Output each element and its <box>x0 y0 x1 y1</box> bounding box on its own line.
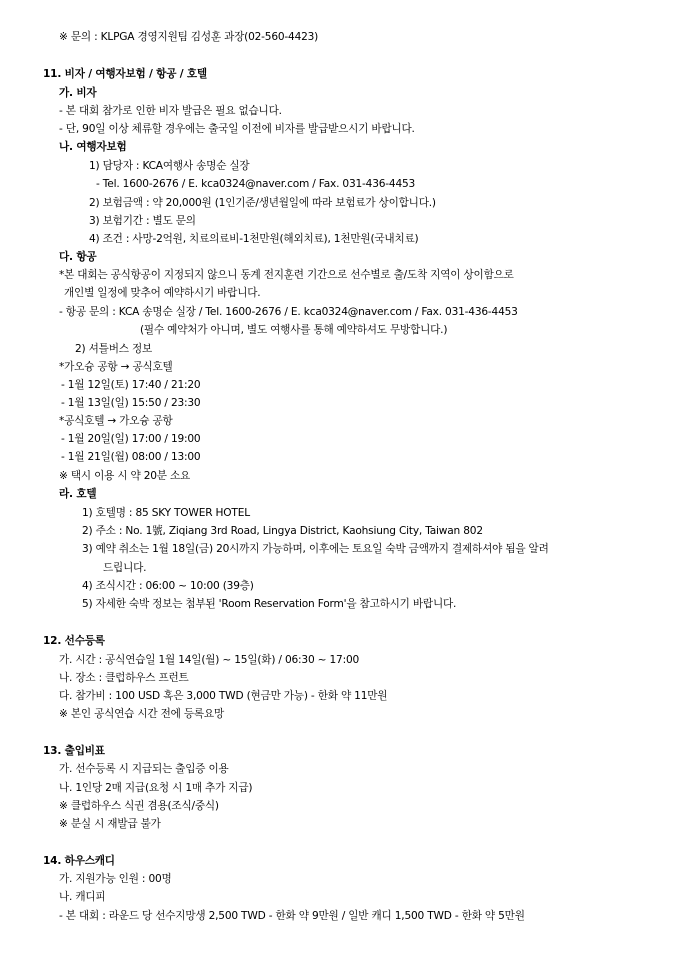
insurance-line: 4) 조건 : 사망-2억원, 치료의료비-1천만원(해외치료), 1천만원(국내치료) <box>89 233 419 245</box>
shuttle-line: - 1월 12일(토) 17:40 / 21:20 <box>61 379 201 391</box>
visa-line: - 단, 90일 이상 체류할 경우에는 출국일 이전에 비자를 발급받으시기 바랍니다. <box>59 123 415 135</box>
hotel-line: 2) 주소 : No. 1號, Ziqiang 3rd Road, Lingya District, Kaohsiung City, Taiwan 802 <box>82 525 483 537</box>
pass-line: ※ 클럽하우스 식권 겸용(조식/중식) <box>59 800 219 812</box>
contact-note: ※ 문의 : KLPGA 경영지원팀 김성훈 과장(02-560-4423) <box>59 31 319 43</box>
hotel-heading: 라. 호텔 <box>59 488 97 500</box>
shuttle-line: - 1월 20일(일) 17:00 / 19:00 <box>61 433 201 445</box>
hotel-line: 4) 조식시간 : 06:00 ~ 10:00 (39층) <box>82 580 254 592</box>
section-13-heading: 13. 출입비표 <box>43 745 105 757</box>
pass-line: 나. 1인당 2매 지급(요청 시 1매 추가 지급) <box>59 782 253 794</box>
taxi-note: ※ 택시 이용 시 약 20분 소요 <box>59 470 191 482</box>
caddie-line: 나. 캐디피 <box>59 891 106 903</box>
shuttle-line: *공식호텔 → 가오슝 공항 <box>59 415 173 427</box>
hotel-line: 3) 예약 취소는 1월 18일(금) 20시까지 가능하며, 이후에는 토요일 숙박 금액까지 결제하셔야 됨을 알려 <box>82 543 549 555</box>
airline-line: (필수 예약처가 아니며, 별도 여행사를 통해 예약하셔도 무방합니다.) <box>140 324 448 336</box>
caddie-line: 가. 지원가능 인원 : 00명 <box>59 873 172 885</box>
hotel-line: 드립니다. <box>103 562 147 574</box>
insurance-heading: 나. 여행자보험 <box>59 141 127 153</box>
visa-line: - 본 대회 참가로 인한 비자 발급은 필요 없습니다. <box>59 105 282 117</box>
airline-heading: 다. 항공 <box>59 251 97 263</box>
registration-line: 다. 참가비 : 100 USD 혹은 3,000 TWD (현금만 가능) - 한화 약 11만원 <box>59 690 388 702</box>
insurance-line: 1) 담당자 : KCA여행사 송명순 실장 <box>89 160 250 172</box>
shuttle-heading: 2) 셔틀버스 정보 <box>75 343 153 355</box>
registration-line: 가. 시간 : 공식연습일 1월 14일(월) ~ 15일(화) / 06:30 ~ 17:00 <box>59 654 360 666</box>
visa-heading: 가. 비자 <box>59 87 97 99</box>
hotel-line: 5) 자세한 숙박 정보는 첨부된 'Room Reservation Form'을 참고하시기 바랍니다. <box>82 598 457 610</box>
section-11-heading: 11. 비자 / 여행자보험 / 항공 / 호텔 <box>43 68 207 80</box>
caddie-line: - 본 대회 : 라운드 당 선수지망생 2,500 TWD - 한화 약 9만원 / 일반 캐디 1,500 TWD - 한화 약 5만원 <box>59 910 525 922</box>
airline-line: *본 대회는 공식항공이 지정되지 않으니 동계 전지훈련 기간으로 선수별로 출/도착 지역이 상이함으로 <box>59 269 514 281</box>
registration-line: 나. 장소 : 클럽하우스 프런트 <box>59 672 189 684</box>
insurance-line: 2) 보험금액 : 약 20,000원 (1인기준/생년월일에 따라 보험료가 상이합니다.) <box>89 197 436 209</box>
pass-line: 가. 선수등록 시 지급되는 출입증 이용 <box>59 763 229 775</box>
section-14-heading: 14. 하우스캐디 <box>43 855 115 867</box>
shuttle-line: - 1월 13일(일) 15:50 / 23:30 <box>61 397 201 409</box>
registration-line: ※ 본인 공식연습 시간 전에 등록요망 <box>59 708 224 720</box>
shuttle-line: *가오슝 공항 → 공식호텔 <box>59 361 173 373</box>
hotel-line: 1) 호텔명 : 85 SKY TOWER HOTEL <box>82 507 250 519</box>
insurance-line: 3) 보험기간 : 별도 문의 <box>89 215 196 227</box>
pass-line: ※ 분실 시 재발급 불가 <box>59 818 161 830</box>
airline-line: - 항공 문의 : KCA 송명순 실장 / Tel. 1600-2676 / E. kca0324@naver.com / Fax. 031-436-4453 <box>59 306 518 318</box>
section-12-heading: 12. 선수등록 <box>43 635 105 647</box>
airline-line: 개인별 일정에 맞추어 예약하시기 바랍니다. <box>64 287 261 299</box>
insurance-line: - Tel. 1600-2676 / E. kca0324@naver.com / Fax. 031-436-4453 <box>96 178 416 190</box>
shuttle-line: - 1월 21일(월) 08:00 / 13:00 <box>61 451 201 463</box>
